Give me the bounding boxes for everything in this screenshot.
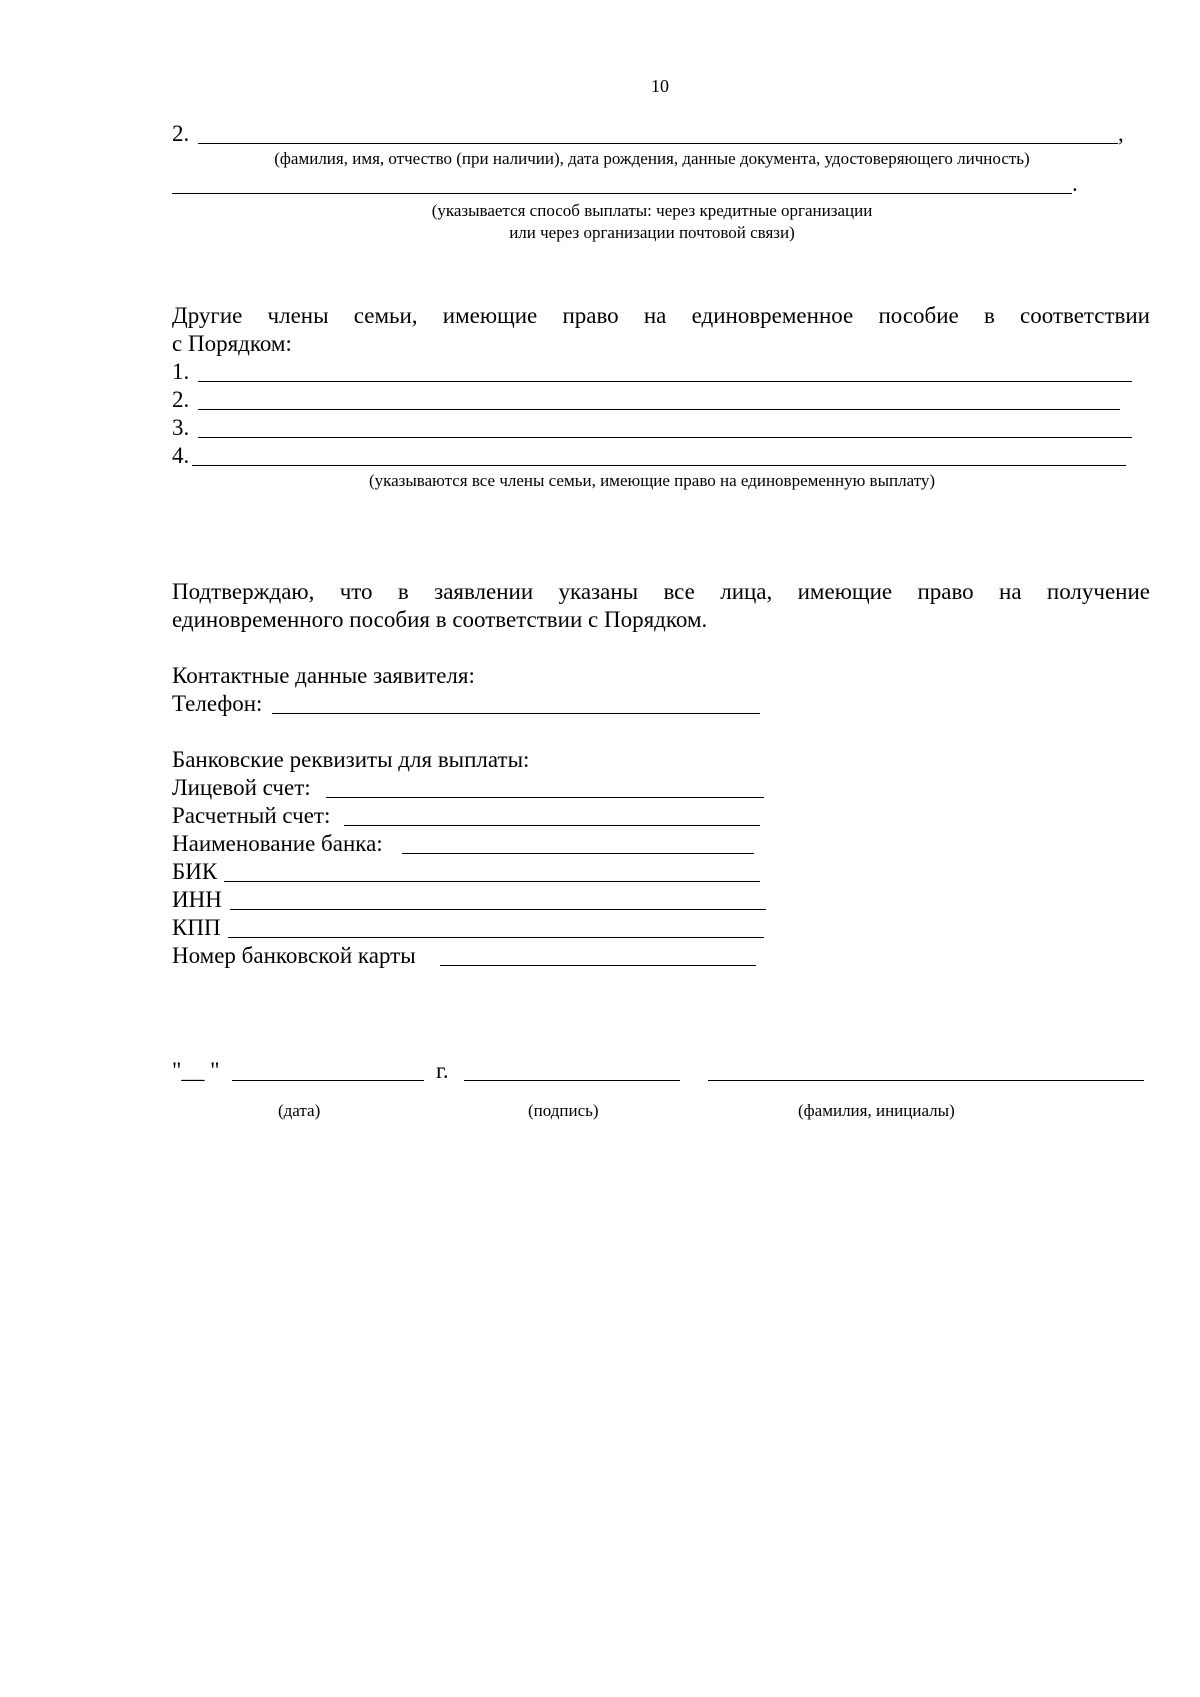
date-caption: (дата): [278, 1101, 321, 1120]
signature-caption: (подпись): [528, 1101, 599, 1120]
payment-method-caption-2: или через организации почтовой связи): [509, 223, 795, 242]
bank-heading: Банковские реквизиты для выплаты:: [172, 747, 530, 772]
other-members-caption: (указываются все члены семьи, имеющие право на единовременную выплату): [368, 471, 936, 490]
bank-field-inn-line[interactable]: [230, 909, 766, 910]
confirmation-line1: Подтверждаю, что в заявлении указаны все лица, имеющие право на получение: [172, 579, 1150, 604]
bank-field-settlement-line[interactable]: [344, 825, 760, 826]
payment-method-line[interactable]: [172, 193, 1072, 194]
bank-field-kpp-line[interactable]: [228, 937, 764, 938]
member-item-3-number: 3.: [172, 415, 190, 440]
contacts-heading: Контактные данные заявителя:: [172, 663, 475, 688]
bank-field-label-kpp: КПП: [172, 915, 221, 940]
payment-method-caption-1: (указывается способ выплаты: через кредитные организации: [431, 201, 873, 220]
bank-field-bik-line[interactable]: [224, 881, 760, 882]
other-members-intro-line2: с Порядком:: [172, 331, 292, 356]
bank-field-label-inn: ИНН: [172, 887, 222, 912]
date-quote: "__ ": [172, 1058, 220, 1083]
date-month-line[interactable]: [232, 1080, 424, 1081]
member-item-1-number: 1.: [172, 359, 190, 384]
phone-field[interactable]: [272, 713, 760, 714]
payment-method-trailing-dot: .: [1072, 171, 1078, 196]
year-suffix: г.: [436, 1058, 449, 1083]
member-item-3-line[interactable]: [198, 437, 1132, 438]
bank-field-card-line[interactable]: [440, 965, 756, 966]
name-initials-caption: (фамилия, инициалы): [798, 1101, 955, 1120]
bank-field-label-bank-name: Наименование банка:: [172, 831, 383, 856]
bank-field-account-line[interactable]: [326, 797, 764, 798]
member-item-4-number: 4.: [172, 443, 190, 468]
member-item-4-line[interactable]: [192, 465, 1126, 466]
applicant2-number: 2.: [172, 121, 190, 146]
applicant2-trailing-comma: ,: [1118, 121, 1124, 146]
member-item-1-line[interactable]: [198, 381, 1132, 382]
applicant2-name-line[interactable]: [198, 143, 1118, 144]
bank-field-label-card: Номер банковской карты: [172, 943, 416, 968]
confirmation-line2: единовременного пособия в соответствии с Порядком.: [172, 607, 708, 632]
bank-field-label-bik: БИК: [172, 859, 218, 884]
name-initials-line[interactable]: [708, 1080, 1144, 1081]
bank-field-bank-name-line[interactable]: [402, 853, 754, 854]
member-item-2-number: 2.: [172, 387, 190, 412]
page-number: 10: [651, 76, 669, 96]
signature-line[interactable]: [464, 1080, 680, 1081]
bank-field-label-settlement: Расчетный счет:: [172, 803, 331, 828]
other-members-intro-line1: Другие члены семьи, имеющие право на единовременное пособие в соответствии: [172, 303, 1150, 328]
member-item-2-line[interactable]: [198, 409, 1120, 410]
bank-field-label-account: Лицевой счет:: [172, 775, 311, 800]
applicant2-caption: (фамилия, имя, отчество (при наличии), дата рождения, данные документа, удостоверяющего личность): [274, 149, 1030, 168]
phone-label: Телефон:: [172, 691, 263, 716]
